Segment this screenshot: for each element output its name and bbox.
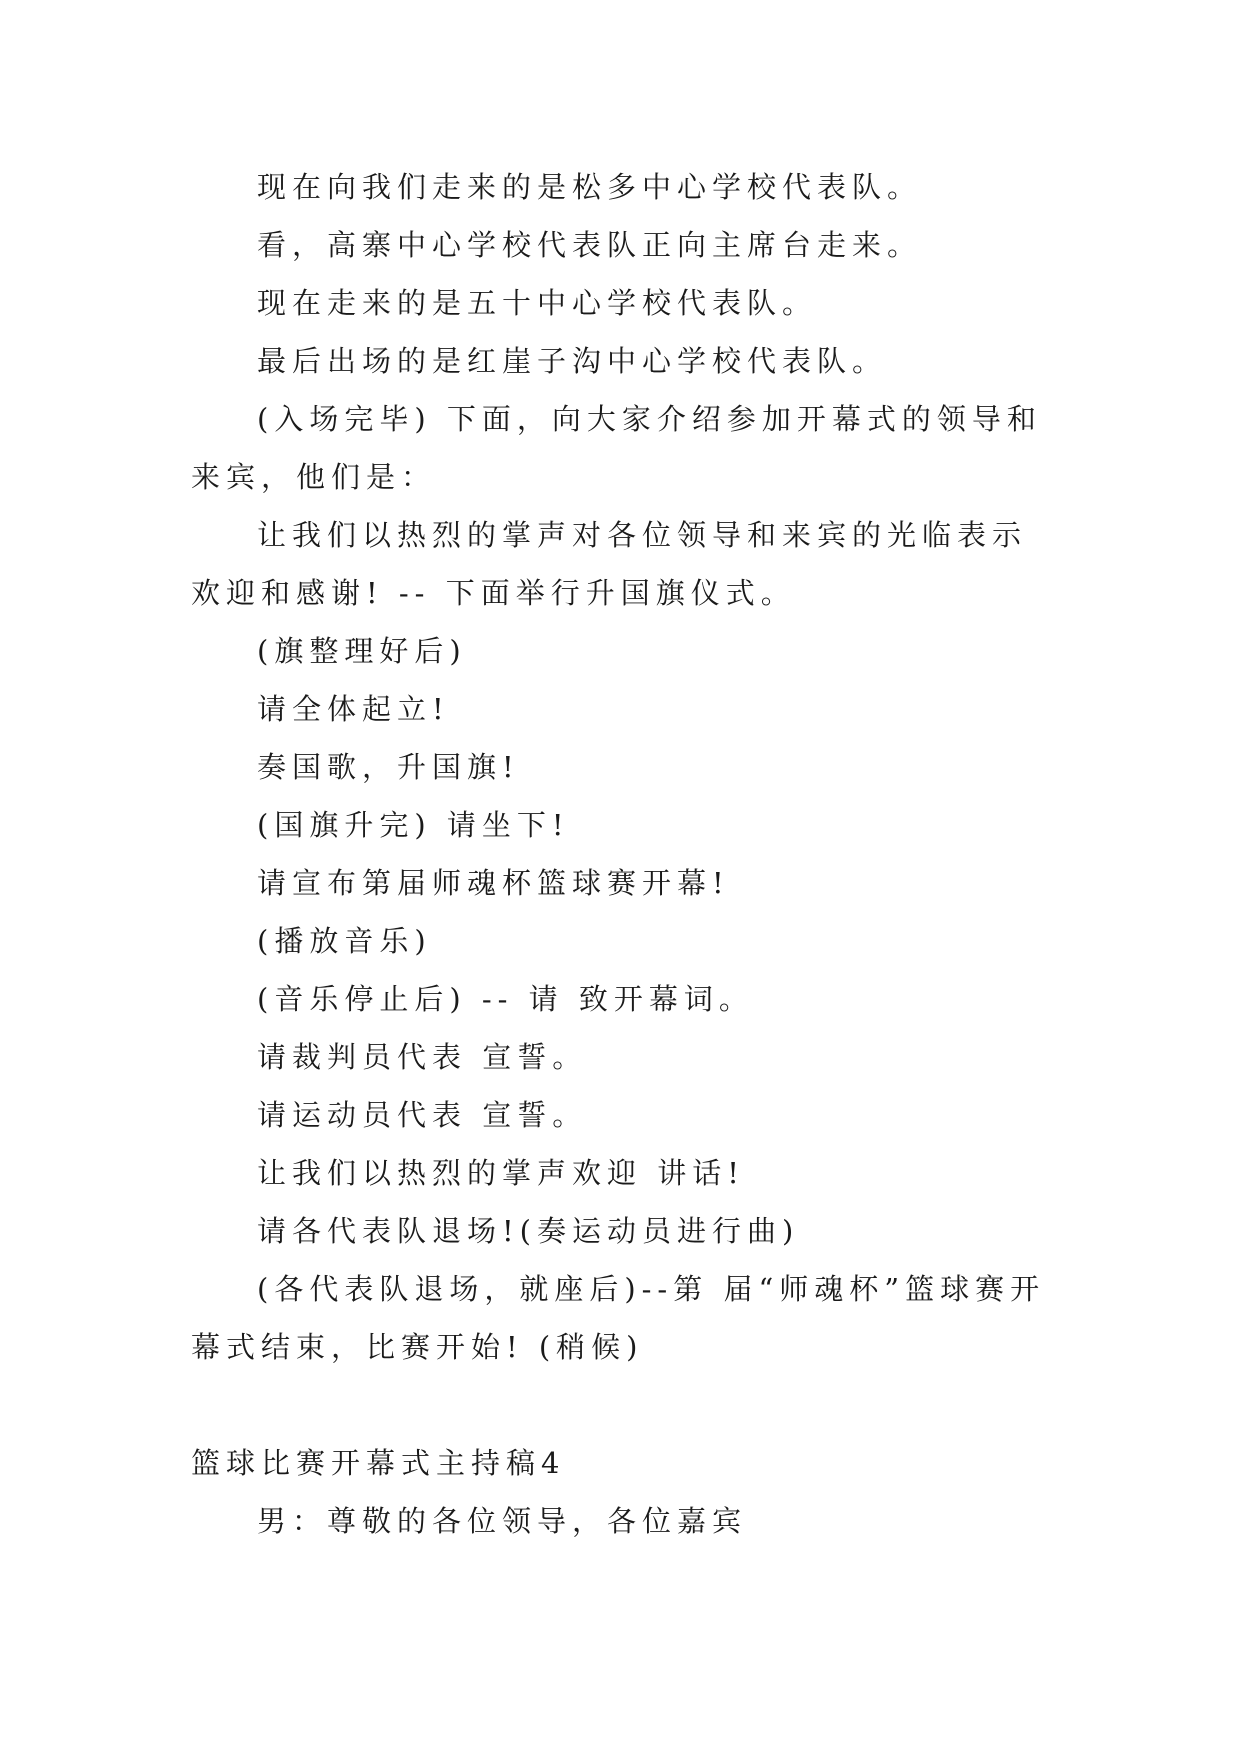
paragraph: (旗整理好后) [257, 634, 467, 668]
paragraph: 让我们以热烈的掌声对各位领导和来宾的光临表示欢迎和感谢! -- 下面举行升国旗仪式。 [191, 518, 1028, 610]
paragraph: 请裁判员代表 宣誓。 [257, 1040, 588, 1074]
paragraph: 奏国歌，升国旗! [257, 750, 520, 784]
paragraph: 请全体起立! [257, 692, 450, 726]
paragraph: (音乐停止后) -- 请 致开幕词。 [257, 982, 754, 1016]
paragraph: (各代表队退场，就座后)--第 届“师魂杯”篮球赛开幕式结束，比赛开始! (稍候) [191, 1272, 1046, 1364]
paragraph: (播放音乐) [257, 924, 432, 958]
paragraph: 请运动员代表 宣誓。 [257, 1098, 588, 1132]
paragraph: 现在向我们走来的是松多中心学校代表队。 [257, 170, 923, 204]
paragraph: (国旗升完) 请坐下! [257, 808, 570, 842]
paragraph: 请宣布第届师魂杯篮球赛开幕! [257, 866, 730, 900]
paragraph: 让我们以热烈的掌声欢迎 讲话! [257, 1156, 745, 1190]
paragraph: 现在走来的是五十中心学校代表队。 [257, 286, 818, 320]
document-body [191, 158, 1053, 1550]
paragraph: (入场完毕) 下面，向大家介绍参加开幕式的领导和来宾，他们是： [191, 402, 1042, 494]
section-heading: 篮球比赛开幕式主持稿4 [191, 1446, 566, 1480]
paragraph: 请各代表队退场!(奏运动员进行曲) [257, 1214, 800, 1248]
paragraph: 看，高寨中心学校代表队正向主席台走来。 [257, 228, 923, 262]
paragraph: 最后出场的是红崖子沟中心学校代表队。 [257, 344, 888, 378]
paragraph: 男：尊敬的各位领导，各位嘉宾 [257, 1504, 748, 1538]
